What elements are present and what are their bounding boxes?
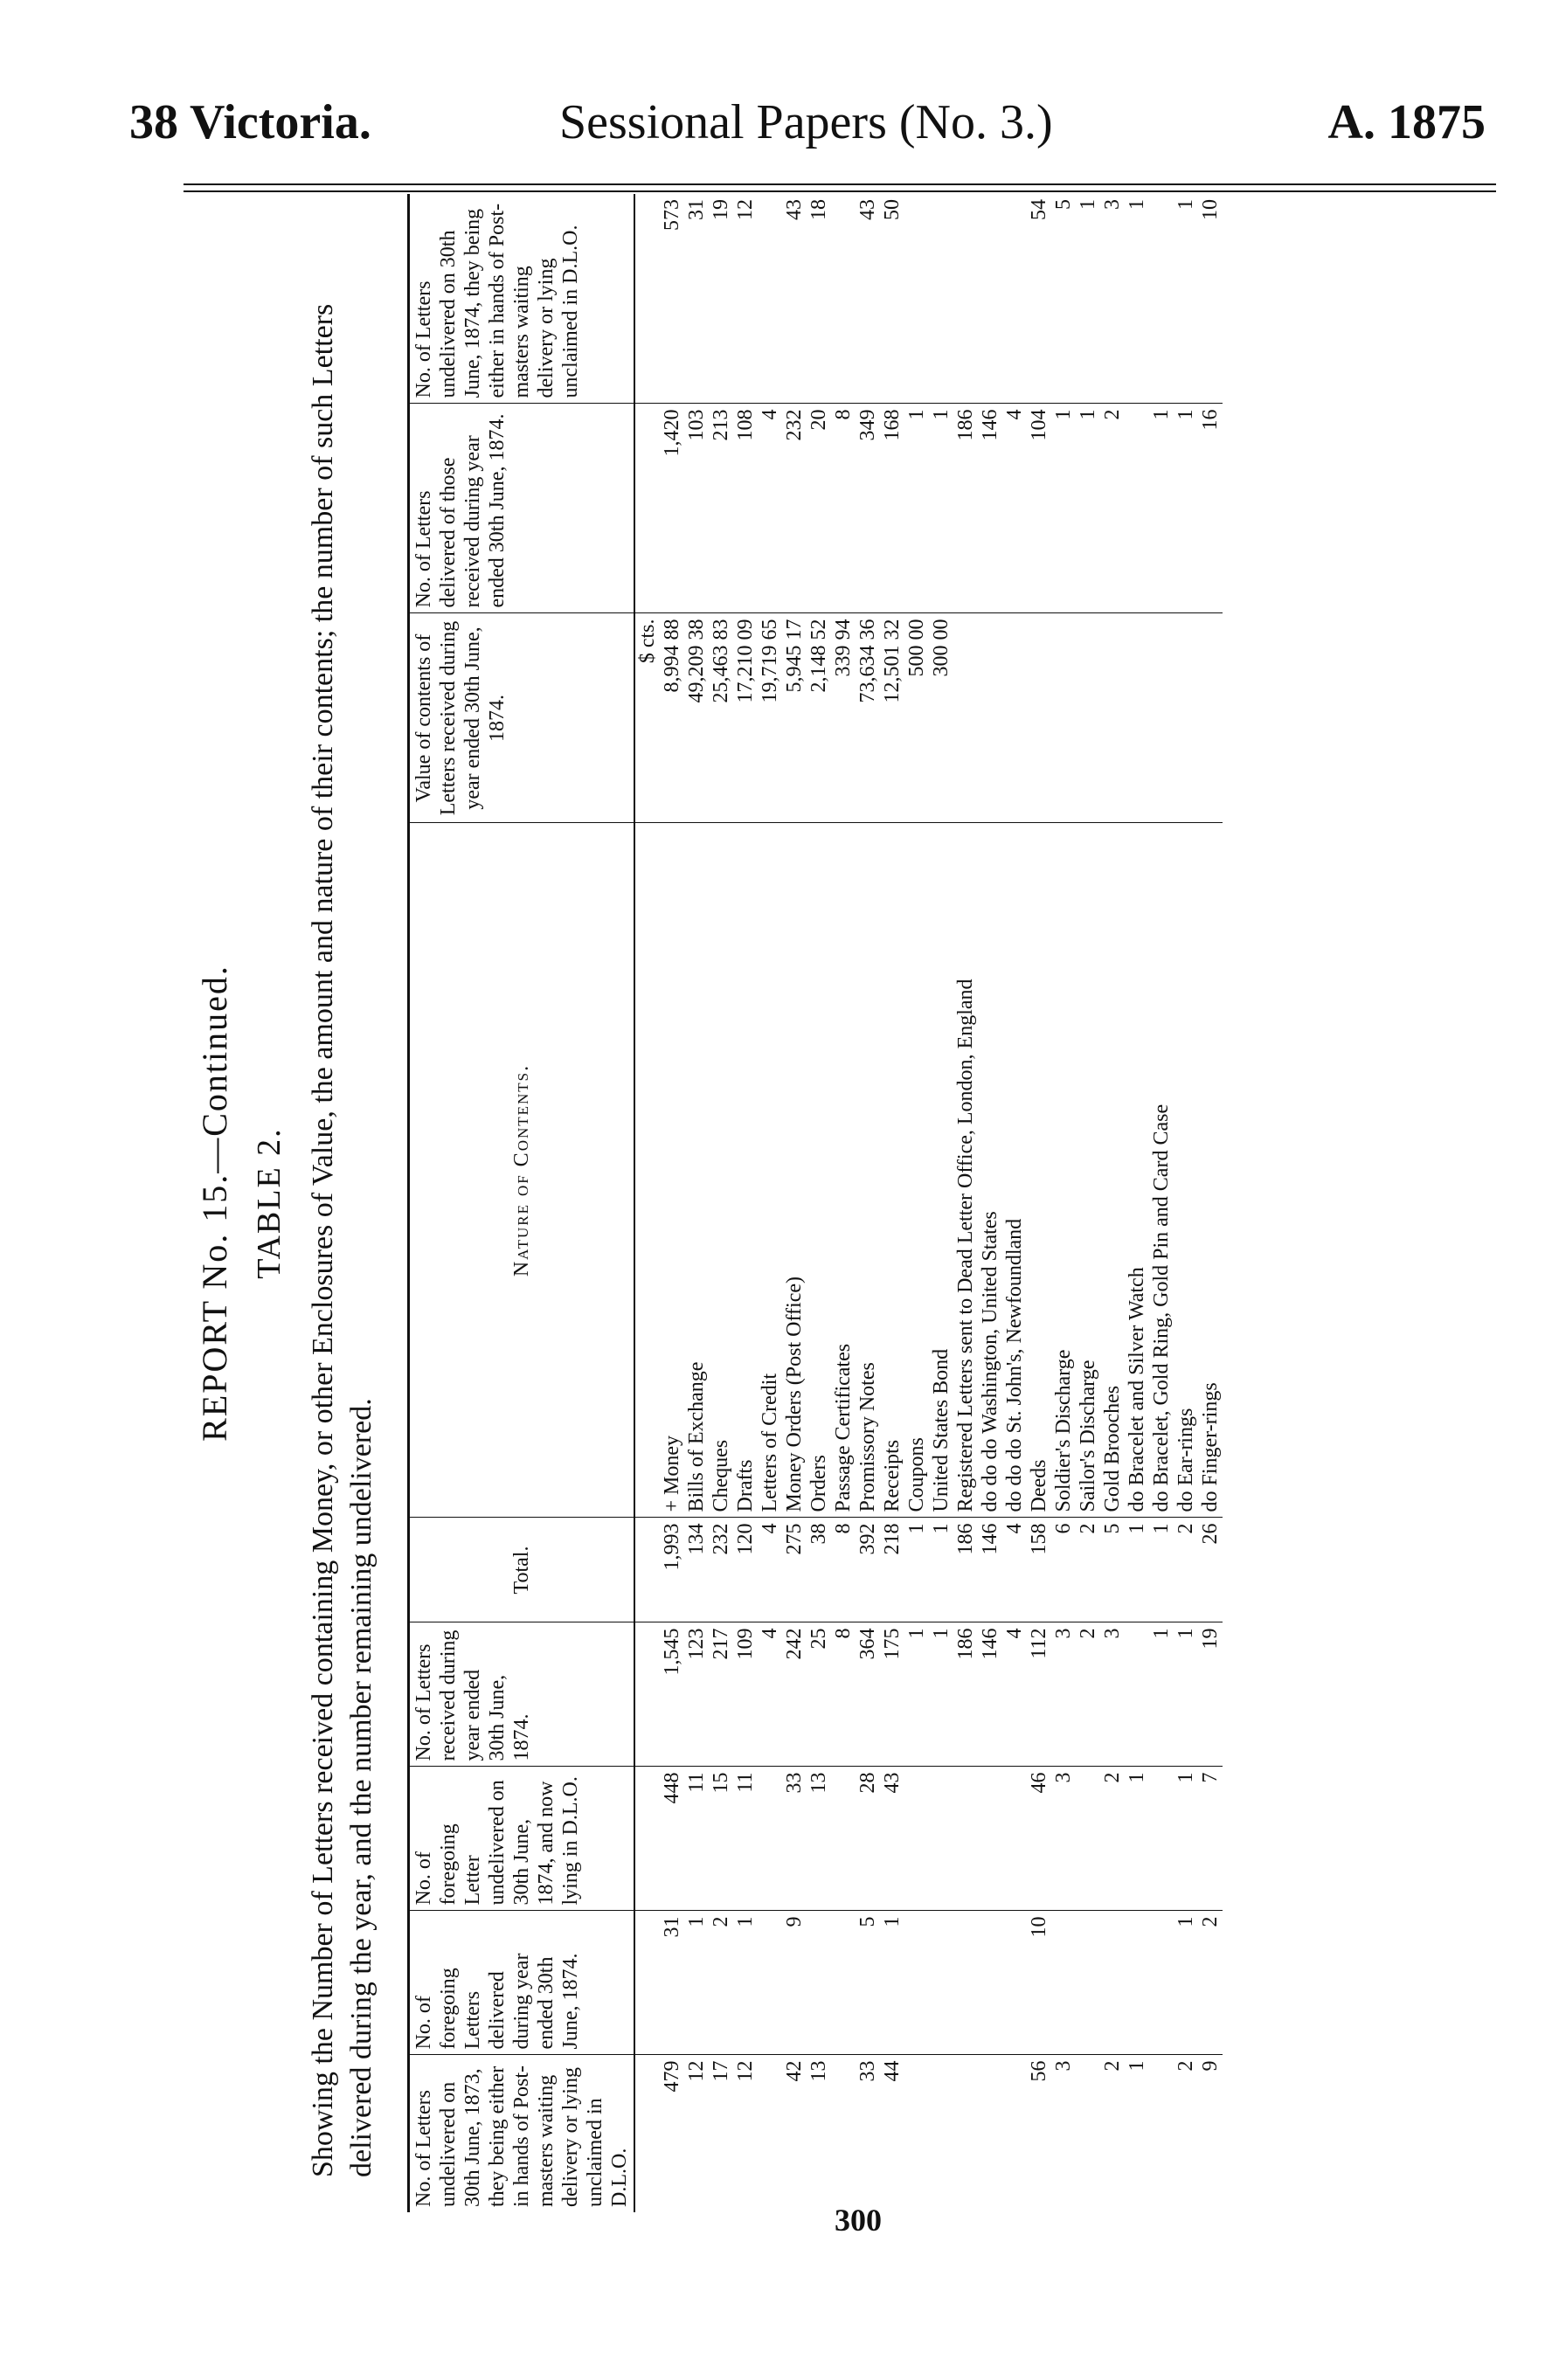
cell-undelivered-1874: 1 (1174, 194, 1198, 404)
cell-total: 4 (1002, 1518, 1027, 1622)
col-header-nature: Nature of Contents. (409, 823, 635, 1518)
cell-nature: do Ear-rings (1174, 823, 1198, 1518)
cell-nature: Receipts (880, 823, 904, 1518)
cell-total: 1 (1125, 1518, 1149, 1622)
cell-undelivered-1873: 3 (1052, 2060, 1075, 2072)
cell-delivered-foregoing (1076, 1911, 1100, 2055)
cell-undelivered-1874: 1 (1125, 194, 1149, 404)
cell-value (1149, 613, 1174, 823)
cell-value (1076, 613, 1100, 823)
cell-total: 1 (1149, 1518, 1174, 1622)
cell-received: 1 (904, 1622, 929, 1767)
cell-received: 8 (831, 1622, 856, 1767)
cell-undelivered-1873: 12 (685, 2060, 708, 2082)
cell-nature: Bills of Exchange (684, 823, 709, 1518)
col-header-delivered-received: No. of Letters delivered of those received during year ended 30th June, 1874. (409, 404, 635, 613)
cell-delivered-received: 213 (709, 404, 733, 613)
cell-undelivered-foregoing: 1 (1125, 1767, 1149, 1911)
cell-undelivered-1874 (953, 194, 978, 404)
header-rule-bottom (184, 190, 1496, 192)
cell-undelivered-foregoing (634, 1767, 660, 1911)
table-row (1051, 194, 1076, 2212)
cell-received: 1,545 (660, 1622, 684, 1767)
cell-undelivered-1874 (929, 194, 953, 404)
cell-undelivered-1874 (758, 194, 782, 404)
cell-value (1100, 613, 1125, 823)
cell-delivered-received: 2 (1100, 404, 1125, 613)
cell-undelivered-1873: 12 (734, 2060, 757, 2082)
cell-received: 175 (880, 1622, 904, 1767)
cell-undelivered-foregoing (758, 1767, 782, 1911)
cell-delivered-foregoing (1149, 1911, 1174, 2055)
cell-total: 146 (978, 1518, 1002, 1622)
cell-undelivered-1873: 17 (710, 2060, 732, 2082)
cell-delivered-foregoing (807, 1911, 831, 2055)
cell-total: 26 (1198, 1518, 1223, 1622)
cell-undelivered-1874 (634, 194, 660, 404)
cell-delivered-received: 146 (978, 404, 1002, 613)
cell-delivered-foregoing: 2 (1198, 1911, 1223, 2055)
cell-undelivered-foregoing: 7 (1198, 1767, 1223, 1911)
cell-value: 73,634 36 (856, 613, 880, 823)
table-row (758, 194, 782, 2212)
cell-delivered-received: 20 (807, 404, 831, 613)
table-title: TABLE 2. (251, 1127, 288, 1279)
header-session: 38 Victoria. (129, 95, 371, 149)
cell-undelivered-1873: 2 (1101, 2060, 1124, 2072)
table-row (1076, 194, 1100, 2212)
cell-delivered-foregoing (831, 1911, 856, 2055)
cell-undelivered-1874: 5 (1051, 194, 1076, 404)
cell-undelivered-foregoing: 43 (880, 1767, 904, 1911)
table-row (929, 194, 953, 2212)
cell-undelivered-1873 (634, 2055, 660, 2212)
table-row (953, 194, 978, 2212)
cell-delivered-received: 4 (758, 404, 782, 613)
report-title: REPORT No. 15.—Continued. (195, 965, 234, 1442)
cell-total: 392 (856, 1518, 880, 1622)
cell-nature: Money Orders (Post Office) (782, 823, 807, 1518)
page-number: 300 (835, 2203, 882, 2238)
cell-delivered-received: 1 (1174, 404, 1198, 613)
cell-total: 1 (904, 1518, 929, 1622)
cell-nature: Drafts (733, 823, 758, 1518)
cell-value: 339 94 (831, 613, 856, 823)
table-row (660, 194, 684, 2212)
cell-delivered-foregoing: 1 (1174, 1911, 1198, 2055)
cell-value (1002, 613, 1027, 823)
cell-undelivered-1873: 13 (807, 2060, 830, 2082)
cell-delivered-foregoing (634, 1911, 660, 2055)
cell-nature: do Bracelet, Gold Ring, Gold Pin and Card Case (1149, 823, 1174, 1518)
cell-nature: Passage Certificates (831, 823, 856, 1518)
cell-undelivered-foregoing: 28 (856, 1767, 880, 1911)
cell-undelivered-1874 (904, 194, 929, 404)
cell-delivered-received: 104 (1027, 404, 1051, 613)
cell-total: 5 (1100, 1518, 1125, 1622)
rotated-page-body-inner (194, 194, 1505, 2212)
cell-delivered-foregoing (1002, 1911, 1027, 2055)
cell-undelivered-1873 (978, 2055, 1002, 2212)
table-row (1125, 194, 1149, 2212)
rotated-page-body (194, 194, 1505, 2212)
cell-value (978, 613, 1002, 823)
cell-delivered-foregoing: 31 (660, 1911, 684, 2055)
cell-undelivered-foregoing: 3 (1051, 1767, 1076, 1911)
cell-undelivered-foregoing: 33 (782, 1767, 807, 1911)
cell-delivered-foregoing (1051, 1911, 1076, 2055)
cell-received: 3 (1100, 1622, 1125, 1767)
cell-undelivered-1873 (1002, 2055, 1027, 2212)
col-header-received: No. of Letters received during year ended 30th June, 1874. (409, 1622, 635, 1767)
cell-undelivered-foregoing (831, 1767, 856, 1911)
cell-delivered-received: 8 (831, 404, 856, 613)
cell-nature: do Finger-rings (1198, 823, 1223, 1518)
cell-undelivered-foregoing (953, 1767, 978, 1911)
cell-undelivered-1873: 1 (1126, 2060, 1148, 2072)
cell-undelivered-1874: 12 (733, 194, 758, 404)
cell-nature: + Money (660, 823, 684, 1518)
table-row (1002, 194, 1027, 2212)
cell-value: 8,994 88 (660, 613, 684, 823)
cell-received: 25 (807, 1622, 831, 1767)
cell-undelivered-1873: 42 (783, 2060, 806, 2082)
cell-value: 12,501 32 (880, 613, 904, 823)
cell-total: 1 (929, 1518, 953, 1622)
cell-undelivered-1874 (831, 194, 856, 404)
cell-undelivered-foregoing: 11 (684, 1767, 709, 1911)
cell-delivered-received: 1 (1076, 404, 1100, 613)
cell-total: 2 (1076, 1518, 1100, 1622)
cell-received (1125, 1622, 1149, 1767)
cell-delivered-foregoing (1100, 1911, 1125, 2055)
cell-received: 217 (709, 1622, 733, 1767)
cell-total: 4 (758, 1518, 782, 1622)
cell-delivered-received (634, 404, 660, 613)
cell-total: 275 (782, 1518, 807, 1622)
cell-delivered-received: 103 (684, 404, 709, 613)
cell-delivered-received: 1 (929, 404, 953, 613)
cell-undelivered-foregoing (904, 1767, 929, 1911)
cell-undelivered-foregoing: 46 (1027, 1767, 1051, 1911)
cell-undelivered-1873 (831, 2055, 856, 2212)
cell-value: 17,210 09 (733, 613, 758, 823)
cell-nature: United States Bond (929, 823, 953, 1518)
cell-nature: Coupons (904, 823, 929, 1518)
table-row (1149, 194, 1174, 2212)
cell-undelivered-1874: 1 (1076, 194, 1100, 404)
cell-undelivered-1873: 2 (1174, 2060, 1197, 2072)
cell-value: $ cts. (634, 613, 660, 823)
cell-undelivered-1874: 10 (1198, 194, 1223, 404)
cell-nature: do do do Washington, United States (978, 823, 1002, 1518)
table-row (709, 194, 733, 2212)
cell-total: 6 (1051, 1518, 1076, 1622)
cell-undelivered-1873: 479 (661, 2060, 683, 2093)
cell-undelivered-1874: 54 (1027, 194, 1051, 404)
cell-received: 109 (733, 1622, 758, 1767)
table-row (807, 194, 831, 2212)
cell-undelivered-1874: 19 (709, 194, 733, 404)
cell-value (1027, 613, 1051, 823)
cell-received: 1 (929, 1622, 953, 1767)
cell-undelivered-foregoing: 2 (1100, 1767, 1125, 1911)
cell-delivered-received: 349 (856, 404, 880, 613)
cell-received: 123 (684, 1622, 709, 1767)
cell-undelivered-1873 (929, 2055, 953, 2212)
cell-delivered-foregoing (953, 1911, 978, 2055)
col-header-undelivered-1874: No. of Letters undelivered on 30th June, 1874, they being either in hands of Post-masters waiting delivery or lying unclaimed in D.L.O. (409, 194, 635, 404)
cell-received: 1 (1174, 1622, 1198, 1767)
cell-total (634, 1518, 660, 1622)
cell-nature: do do do St. John's, Newfoundland (1002, 823, 1027, 1518)
cell-value: 49,209 38 (684, 613, 709, 823)
cell-undelivered-1874: 43 (856, 194, 880, 404)
cell-total: 158 (1027, 1518, 1051, 1622)
cell-undelivered-foregoing: 448 (660, 1767, 684, 1911)
cell-total: 38 (807, 1518, 831, 1622)
cell-delivered-received: 232 (782, 404, 807, 613)
cell-undelivered-1874: 3 (1100, 194, 1125, 404)
cell-undelivered-1874 (1149, 194, 1174, 404)
cell-nature: Soldier's Discharge (1051, 823, 1076, 1518)
cell-undelivered-1873: 33 (856, 2060, 879, 2082)
table-row (1100, 194, 1125, 2212)
cell-delivered-received: 1,420 (660, 404, 684, 613)
table-row (1198, 194, 1223, 2212)
cell-received: 364 (856, 1622, 880, 1767)
cell-delivered-received: 1 (1149, 404, 1174, 613)
table-row (634, 194, 660, 2212)
cell-received: 4 (758, 1622, 782, 1767)
cell-received: 2 (1076, 1622, 1100, 1767)
cell-undelivered-foregoing (978, 1767, 1002, 1911)
cell-undelivered-foregoing: 11 (733, 1767, 758, 1911)
cell-undelivered-1873 (904, 2055, 929, 2212)
cell-undelivered-foregoing (929, 1767, 953, 1911)
table-row (782, 194, 807, 2212)
cell-received: 112 (1027, 1622, 1051, 1767)
cell-undelivered-1873 (953, 2055, 978, 2212)
cell-nature: Registered Letters sent to Dead Letter Office, London, England (953, 823, 978, 1518)
cell-total: 2 (1174, 1518, 1198, 1622)
cell-value: 19,719 65 (758, 613, 782, 823)
cell-value (1198, 613, 1223, 823)
cell-delivered-received: 4 (1002, 404, 1027, 613)
cell-received: 4 (1002, 1622, 1027, 1767)
cell-delivered-foregoing (929, 1911, 953, 2055)
cell-undelivered-1874: 50 (880, 194, 904, 404)
col-header-delivered-foregoing: No. of foregoing Letters delivered during year ended 30th June, 1874. (409, 1911, 635, 2055)
cell-value: 5,945 17 (782, 613, 807, 823)
cell-delivered-foregoing (1125, 1911, 1149, 2055)
cell-value: 500 00 (904, 613, 929, 823)
cell-undelivered-foregoing: 13 (807, 1767, 831, 1911)
table-row (1027, 194, 1051, 2212)
cell-nature: Deeds (1027, 823, 1051, 1518)
cell-received: 19 (1198, 1622, 1223, 1767)
cell-undelivered-foregoing (1002, 1767, 1027, 1911)
cell-nature: Promissory Notes (856, 823, 880, 1518)
table-row (733, 194, 758, 2212)
cell-delivered-received: 186 (953, 404, 978, 613)
cell-delivered-received: 168 (880, 404, 904, 613)
cell-delivered-foregoing: 9 (782, 1911, 807, 2055)
col-header-undelivered-foregoing: No. of foregoing Letter undelivered on 30th June, 1874, and now lying in D.L.O. (409, 1767, 635, 1911)
cell-undelivered-1873 (1149, 2055, 1174, 2212)
cell-undelivered-1873 (1076, 2055, 1100, 2212)
cell-value: 25,463 83 (709, 613, 733, 823)
cell-undelivered-1873: 44 (881, 2060, 904, 2082)
cell-nature: Cheques (709, 823, 733, 1518)
cell-nature: Letters of Credit (758, 823, 782, 1518)
table-header-row (409, 194, 635, 2212)
cell-undelivered-1873: 9 (1199, 2060, 1222, 2072)
cell-delivered-received: 108 (733, 404, 758, 613)
cell-delivered-received (1125, 404, 1149, 613)
table-row (856, 194, 880, 2212)
letters-table (407, 194, 1223, 2212)
table-row (880, 194, 904, 2212)
cell-undelivered-1874: 43 (782, 194, 807, 404)
cell-received: 1 (1149, 1622, 1174, 1767)
cell-undelivered-1874 (1002, 194, 1027, 404)
header-year: A. 1875 (1327, 95, 1486, 149)
table-row (684, 194, 709, 2212)
col-header-value: Value of contents of Letters received during year ended 30th June, 1874. (409, 613, 635, 823)
cell-undelivered-1873 (758, 2055, 782, 2212)
cell-delivered-foregoing: 1 (684, 1911, 709, 2055)
cell-delivered-foregoing: 1 (733, 1911, 758, 2055)
table-row (904, 194, 929, 2212)
cell-value: 2,148 52 (807, 613, 831, 823)
cell-undelivered-foregoing (1076, 1767, 1100, 1911)
cell-total: 8 (831, 1518, 856, 1622)
cell-delivered-received: 1 (904, 404, 929, 613)
header-papers: Sessional Papers (No. 3.) (559, 95, 1053, 149)
cell-value (1051, 613, 1076, 823)
cell-nature (634, 823, 660, 1518)
col-header-undelivered-1873: No. of Letters undelivered on 30th June, 1873, they being either in hands of Post-masters waiting delivery or lying unclaimed in D.L.O. (409, 2055, 635, 2212)
cell-undelivered-1873: 56 (1028, 2060, 1050, 2082)
cell-value (1174, 613, 1198, 823)
cell-undelivered-1874 (978, 194, 1002, 404)
cell-total: 186 (953, 1518, 978, 1622)
cell-received (634, 1622, 660, 1767)
cell-total: 218 (880, 1518, 904, 1622)
cell-undelivered-1874: 573 (660, 194, 684, 404)
cell-delivered-foregoing (758, 1911, 782, 2055)
cell-delivered-received: 16 (1198, 404, 1223, 613)
table-row (978, 194, 1002, 2212)
cell-total: 120 (733, 1518, 758, 1622)
cell-value (953, 613, 978, 823)
cell-received: 146 (978, 1622, 1002, 1767)
cell-undelivered-1874: 18 (807, 194, 831, 404)
cell-nature: do Bracelet and Silver Watch (1125, 823, 1149, 1518)
cell-undelivered-1874: 31 (684, 194, 709, 404)
cell-total: 1,993 (660, 1518, 684, 1622)
cell-total: 232 (709, 1518, 733, 1622)
cell-delivered-foregoing: 10 (1027, 1911, 1051, 2055)
cell-nature: Gold Brooches (1100, 823, 1125, 1518)
table-caption: Showing the Number of Letters received containing Money, or other Enclosures of Value, the amount and nature of their contents; the number of such Letters delivered during the year, and the number remaining undelivered. (307, 303, 378, 2177)
table-row (831, 194, 856, 2212)
cell-undelivered-foregoing: 15 (709, 1767, 733, 1911)
cell-value (1125, 613, 1149, 823)
cell-undelivered-foregoing (1149, 1767, 1174, 1911)
cell-value: 300 00 (929, 613, 953, 823)
cell-delivered-foregoing: 2 (709, 1911, 733, 2055)
cell-total: 134 (684, 1518, 709, 1622)
cell-delivered-foregoing (904, 1911, 929, 2055)
cell-received: 242 (782, 1622, 807, 1767)
col-header-total: Total. (409, 1518, 635, 1622)
cell-received: 3 (1051, 1622, 1076, 1767)
cell-delivered-foregoing: 1 (880, 1911, 904, 2055)
header-rule-top (184, 183, 1496, 185)
cell-received: 186 (953, 1622, 978, 1767)
cell-undelivered-foregoing: 1 (1174, 1767, 1198, 1911)
cell-nature: Orders (807, 823, 831, 1518)
cell-nature: Sailor's Discharge (1076, 823, 1100, 1518)
table-row (1174, 194, 1198, 2212)
cell-delivered-received: 1 (1051, 404, 1076, 613)
cell-delivered-foregoing: 5 (856, 1911, 880, 2055)
cell-delivered-foregoing (978, 1911, 1002, 2055)
